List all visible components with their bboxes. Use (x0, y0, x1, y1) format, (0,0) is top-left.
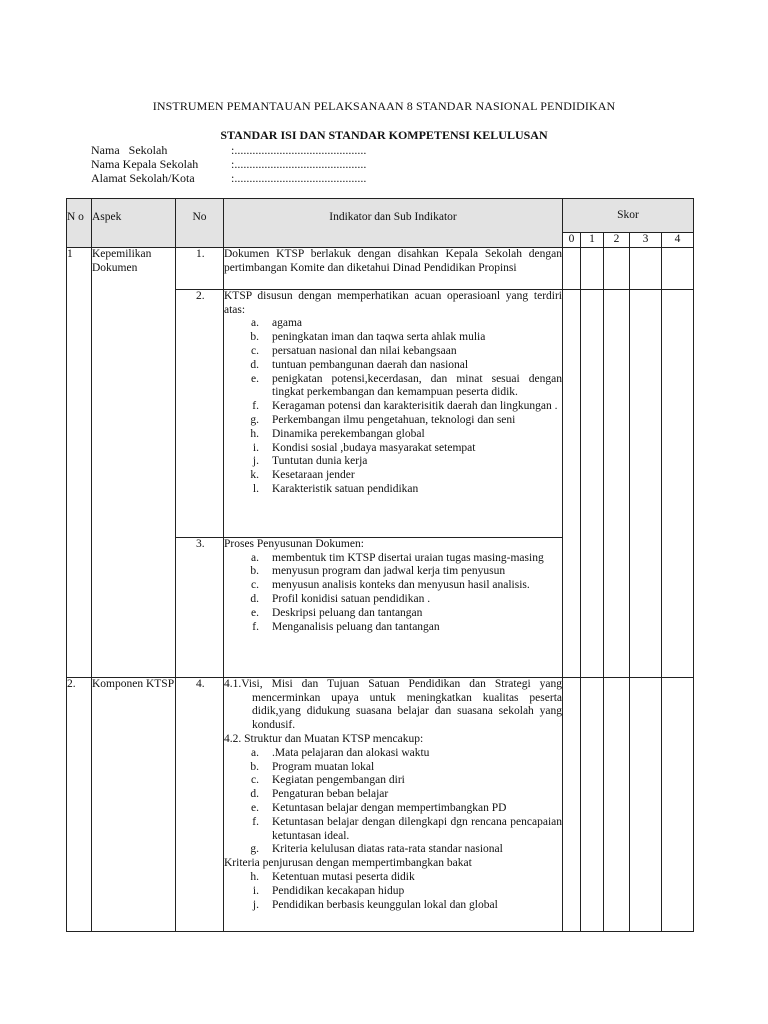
score-cell[interactable] (581, 247, 604, 289)
list-item: d. tuntuan pembangunan daerah dan nasional (250, 358, 469, 371)
list-item: c. Kegiatan pengembangan diri (251, 774, 405, 787)
list-item: b. Program muatan lokal (250, 760, 375, 773)
list-item: c. menyusun analisis konteks dan menyusun hasil analisis. (251, 579, 530, 592)
score-header-2: 2 (604, 233, 630, 248)
list-item: f. Menganalisis peluang dan tantangan (252, 620, 440, 633)
item-number: 4. (176, 677, 224, 931)
list-item: i. Pendidikan kecakapan hidup (252, 884, 405, 897)
list-item: h. Dinamika perekembangan global (250, 427, 425, 440)
item-number: 1. (176, 247, 224, 289)
info-value: :............................................ (231, 171, 367, 185)
info-value: :............................................ (231, 143, 367, 157)
item-number: 2. (176, 289, 224, 537)
school-info (91, 143, 366, 185)
list-item: e. Ketuntasan belajar dengan mempertimbangkan PD (251, 801, 507, 814)
aspek-cell: Komponen KTSP (92, 677, 176, 931)
table-row (67, 677, 694, 931)
score-cell[interactable] (630, 677, 662, 931)
list-item: d. Pengaturan beban belajar (250, 788, 389, 801)
list-item: a. .Mata pelajaran dan alokasi waktu (251, 746, 430, 759)
indikator-paragraph: 4.2. Struktur dan Muatan KTSP mencakup: (224, 732, 424, 745)
list-item: a. agama (251, 317, 303, 330)
list-item: k. Kesetaraan jender (250, 469, 355, 482)
indikator-intro: Proses Penyusunan Dokumen: (224, 537, 364, 550)
sub-indikator-list (224, 871, 562, 912)
list-item: l. Karakteristik satuan pendidikan (252, 482, 419, 495)
list-item: j. Tuntutan dunia kerja (252, 455, 368, 468)
list-item: i. Kondisi sosial ,budaya masyarakat setempat (252, 441, 476, 454)
list-item: c. persatuan nasional dan nilai kebangsaan (251, 344, 457, 357)
indikator-cell: Dokumen KTSP berlakuk dengan disahkan Kepala Sekolah dengan pertimbangan Komite dan diketahui Dinad Pendidikan Propinsi (224, 247, 563, 289)
score-cell[interactable] (630, 247, 662, 289)
list-item: g. Perkembangan ilmu pengetahuan, teknologi dan seni (250, 413, 516, 426)
header-skor: Skor (563, 199, 694, 233)
info-value: :............................................ (231, 157, 367, 171)
document-subtitle: STANDAR ISI DAN STANDAR KOMPETENSI KELULUSAN (220, 128, 548, 142)
sub-indikator-list (224, 747, 562, 857)
info-row-nama-sekolah (91, 143, 366, 157)
indikator-paragraph: 4.1.Visi, Misi dan Tujuan Satuan Pendidikan dan Strategi yang mencerminkan upaya untuk meningkatkan kualitas peserta didik,yang didukung suasana belajar dan suasana sekolah yang kondusif. (224, 677, 562, 732)
list-item: d. Profil konidisi satuan pendidikan . (250, 592, 431, 605)
score-cell[interactable] (662, 247, 694, 289)
score-cell[interactable] (581, 289, 604, 677)
info-label: Nama Sekolah (91, 143, 168, 157)
score-cell[interactable] (563, 289, 581, 677)
list-item: h. Ketentuan mutasi peserta didik (250, 870, 415, 883)
indikator-cell (224, 677, 563, 931)
score-cell[interactable] (604, 247, 630, 289)
score-cell[interactable] (581, 677, 604, 931)
sub-indikator-list (224, 552, 562, 635)
monitoring-table (66, 198, 694, 932)
score-cell[interactable] (604, 289, 630, 677)
score-header-0: 0 (563, 233, 581, 248)
info-label: Alamat Sekolah/Kota (91, 171, 195, 185)
row-number: 2. (67, 677, 92, 931)
table-row (67, 247, 694, 289)
score-cell[interactable] (662, 677, 694, 931)
indikator-cell (224, 537, 563, 677)
list-item: f. Keragaman potensi dan karakterisitik daerah dan lingkungan . (252, 400, 558, 413)
row-number: 1 (67, 247, 92, 677)
list-item: j. Pendidikan berbasis keunggulan lokal dan global (252, 898, 498, 911)
score-cell[interactable] (563, 677, 581, 931)
indikator-intro: KTSP disusun dengan memperhatikan acuan operasioanl yang terdiri atas: (224, 289, 562, 316)
indikator-paragraph: Kriteria penjurusan dengan mempertimbangkan bakat (224, 857, 472, 870)
list-item: f. Ketuntasan belajar dengan dilengkapi dgn rencana pencapaian ketuntasan ideal. (252, 815, 562, 842)
score-cell[interactable] (630, 289, 662, 677)
indikator-cell (224, 289, 563, 537)
spacer (224, 497, 562, 511)
score-cell[interactable] (604, 677, 630, 931)
list-item: g. Kriteria kelulusan diatas rata-rata standar nasional (250, 843, 503, 856)
header-no: N o (67, 199, 92, 248)
aspek-cell: Kepemilikan Dokumen (92, 247, 176, 677)
score-header-4: 4 (662, 233, 694, 248)
document-title: INSTRUMEN PEMANTAUAN PELAKSANAAN 8 STANDAR NASIONAL PENDIDIKAN (152, 99, 616, 113)
header-no-indikator: No (176, 199, 224, 248)
list-item: e. penigkatan potensi,kecerdasan, dan minat sesuai dengan tingkat perkembangan dan kemampuan peserta didik. (251, 372, 562, 399)
score-header-3: 3 (630, 233, 662, 248)
list-item: a. membentuk tim KTSP disertai uraian tugas masing-masing (251, 551, 544, 564)
info-row-nama-kepala-sekolah (91, 157, 366, 171)
score-cell[interactable] (662, 289, 694, 677)
list-item: b. peningkatan iman dan taqwa serta ahlak mulia (250, 331, 486, 344)
list-item: b. menyusun program dan jadwal kerja tim penyusun (250, 565, 506, 578)
list-item: e. Deskripsi peluang dan tantangan (251, 606, 423, 619)
score-cell[interactable] (563, 247, 581, 289)
item-number: 3. (176, 537, 224, 677)
header-aspek: Aspek (92, 199, 176, 248)
sub-indikator-list (224, 317, 562, 496)
info-row-alamat (91, 171, 366, 185)
info-label: Nama Kepala Sekolah (91, 157, 199, 171)
score-header-1: 1 (581, 233, 604, 248)
header-indikator: Indikator dan Sub Indikator (224, 199, 563, 248)
